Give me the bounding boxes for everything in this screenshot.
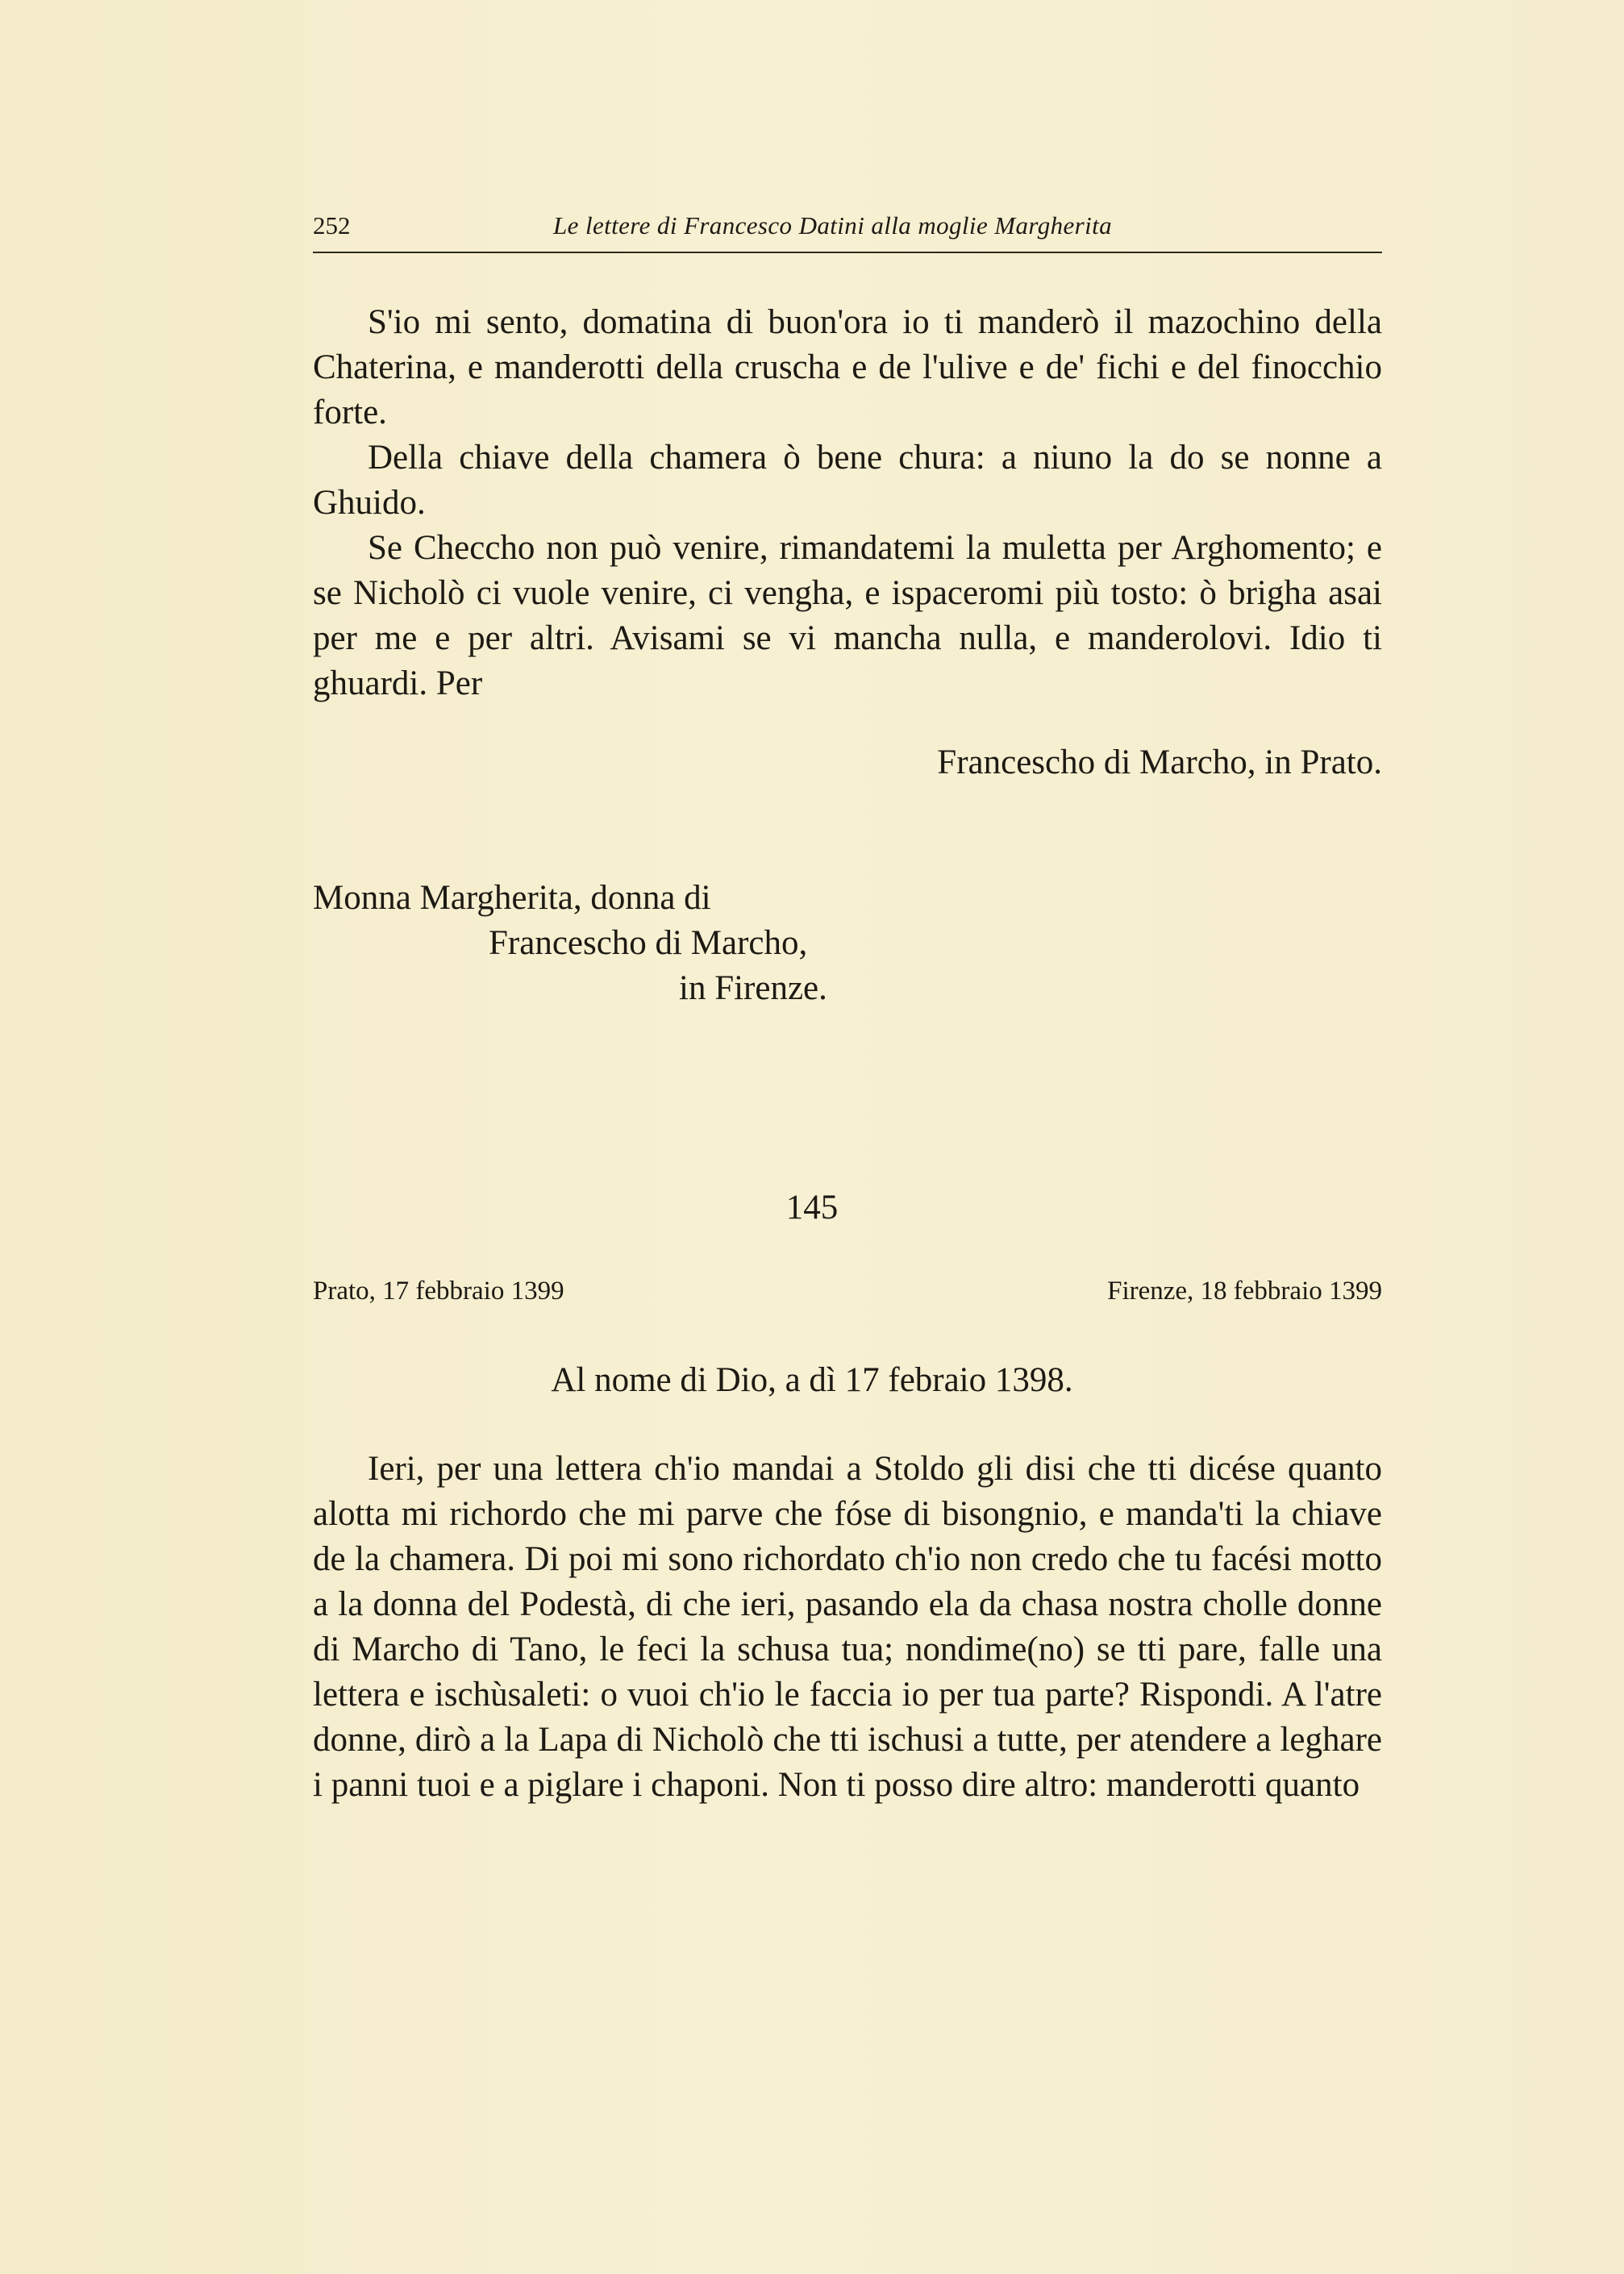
origin-date: Prato, 17 febbraio 1399 bbox=[313, 1277, 564, 1306]
address-line: Monna Margherita, donna di bbox=[313, 879, 711, 917]
header-rule bbox=[313, 252, 1382, 253]
paragraph: Ieri, per una lettera ch'io mandai a Stoldo gli disi che tti dicése quanto alotta mi richordo che mi parve che fóse di bisongnio, e manda'ti la chiave de la chamera. Di poi mi sono richordato ch'io non credo che tu facési motto a la donna del Podestà, di che ieri, pasando ela da chasa nostra cholle donne di Marcho di Tano, le feci la schusa tua; nondime(no) se tti pare, falle una lettera e ischùsaleti: o vuoi ch'io le faccia io per tua parte? Rispondi. A l'atre donne, dirò a la Lapa di Nicholò che tti ischusi a tutte, per atendere a leghare i panni tuoi e a piglare i chaponi. Non ti posso dire altro: manderotti quanto bbox=[313, 1450, 1382, 1804]
address-line: in Firenze. bbox=[679, 969, 827, 1007]
paragraph: Della chiave della chamera ò bene chura: a niuno la do se nonne a Ghuido. bbox=[313, 439, 1382, 522]
address-block bbox=[313, 876, 827, 1011]
arrival-date: Firenze, 18 febbraio 1399 bbox=[1107, 1277, 1382, 1306]
dateline bbox=[313, 1272, 1382, 1310]
paragraph: Se Checcho non può venire, rimandatemi la muletta per Arghomento; e se Nicholò ci vuole venire, ci vengha, e ispaceromi più tosto: ò brigha asai per me e per altri. Avisami se vi mancha nulla, e manderolovi. Idio ti ghuardi. Per bbox=[313, 529, 1382, 702]
letter-145-body bbox=[313, 1447, 1382, 1808]
letter-144-body bbox=[313, 300, 1382, 706]
salutation: Al nome di Dio, a dì 17 febraio 1398. bbox=[551, 1361, 1073, 1399]
letter-number: 145 bbox=[785, 1189, 839, 1227]
page-number: 252 bbox=[313, 211, 351, 239]
signature: Francescho di Marcho, in Prato. bbox=[937, 743, 1382, 781]
running-header bbox=[313, 211, 1382, 252]
paragraph: S'io mi sento, domatina di buon'ora io ti manderò il mazochino della Chaterina, e manderotti della cruscha e de l'ulive e de' fichi e del finocchio forte. bbox=[313, 303, 1382, 431]
address-line: Francescho di Marcho, bbox=[489, 924, 808, 962]
running-title: Le lettere di Francesco Datini alla moglie Margherita bbox=[553, 211, 1113, 239]
